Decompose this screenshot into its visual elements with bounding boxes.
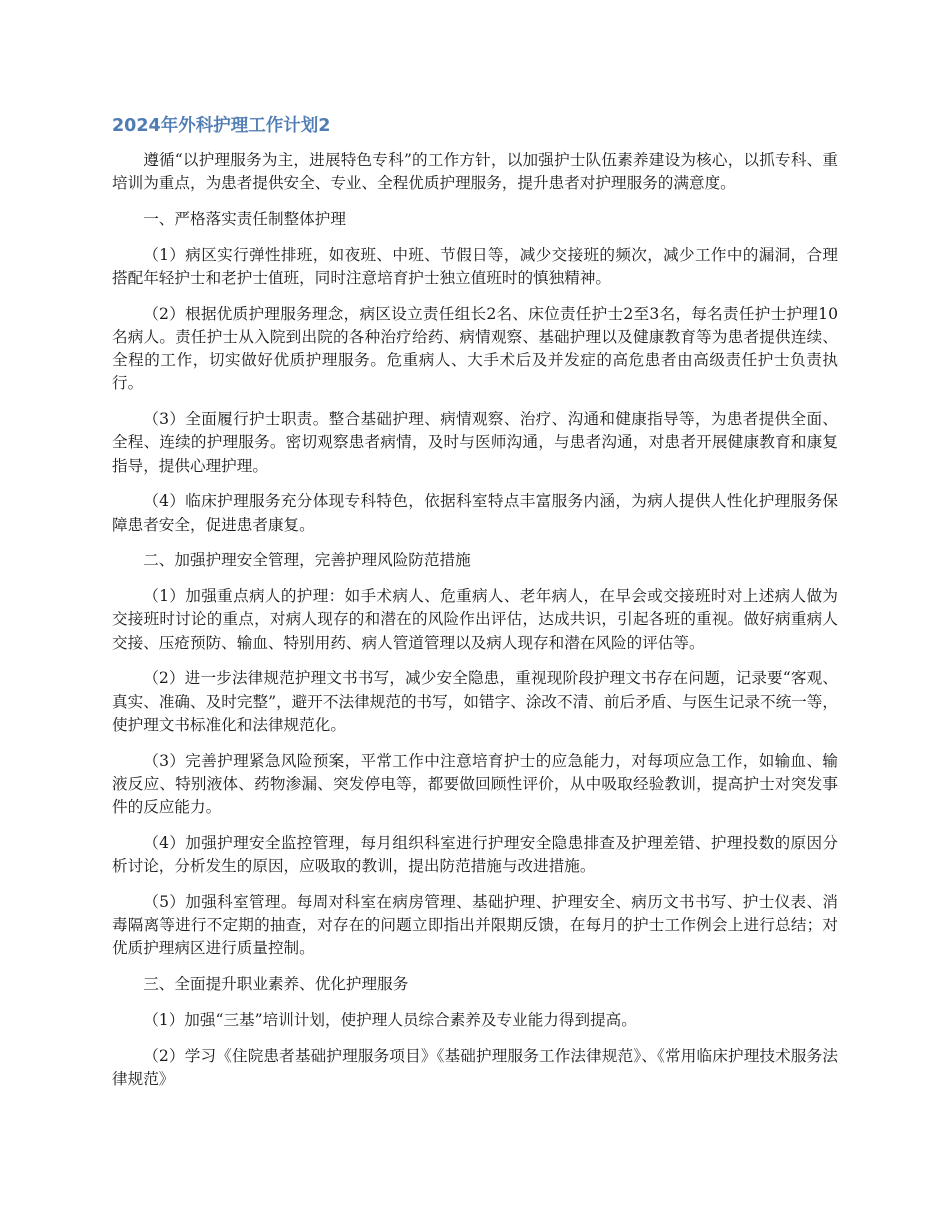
section-heading-1: 一、严格落实责任制整体护理	[143, 210, 346, 228]
section-1-item-3: （3）全面履行护士职责。整合基础护理、病情观察、治疗、沟通和健康指导等，为患者提供全面、全程、连续的护理服务。密切观察患者病情，及时与医师沟通，与患者沟通，对患者开展健康教育和康复指导，提供心理护理。	[112, 410, 838, 475]
section-2-item-5: （5）加强科室管理。每周对科室在病房管理、基础护理、护理安全、病历文书书写、护士仪表、消毒隔离等进行不定期的抽查，对存在的问题立即指出并限期反馈，在每月的护士工作例会上进行总结；对优质护理病区进行质量控制。	[112, 892, 838, 958]
section-1-item-1: （1）病区实行弹性排班，如夜班、中班、节假日等，减少交接班的频次，减少工作中的漏洞，合理搭配年轻护士和老护士值班，同时注意培育护士独立值班时的慎独精神。	[112, 245, 838, 287]
section-1-item-2: （2）根据优质护理服务理念，病区设立责任组长2名、床位责任护士2至3名，每名责任护士护理10名病人。责任护士从入院到出院的各种治疗给药、病情观察、基础护理以及健康教育等为患者提供连续、全程的工作，切实做好优质护理服务。危重病人、大手术后及并发症的高危患者由高级责任护士负责执行。	[112, 304, 838, 393]
section-heading-2: 二、加强护理安全管理，完善护理风险防范措施	[143, 551, 471, 570]
section-3-item-1: （1）加强“三基”培训计划，使护理人员综合素养及专业能力得到提高。	[143, 1010, 637, 1029]
document-body	[112, 113, 838, 1104]
section-2-item-3: （3）完善护理紧急风险预案，平常工作中注意培育护士的应急能力，对每项应急工作，如输血、输液反应、特别液体、药物渗漏、突发停电等，都要做回顾性评价，从中吸取经验教训，提高护士对突发事件的反应能力。	[112, 751, 838, 817]
section-2-item-1: （1）加强重点病人的护理：如手术病人、危重病人、老年病人，在早会或交接班时对上述病人做为交接班时讨论的重点，对病人现存的和潜在的风险作出评估，达成共识，引起各班的重视。做好病重病人交接、压疮预防、输血、特别用药、病人管道管理以及病人现存和潜在风险的评估等。	[112, 587, 838, 652]
section-2-item-2: （2）进一步法律规范护理文书书写，减少安全隐患，重视现阶段护理文书存在问题，记录要“客观、真实、准确、及时完整”，避开不法律规范的书写，如错字、涂改不清、前后矛盾、与医生记录不统一等，使护理文书标准化和法律规范化。	[112, 669, 838, 734]
intro-paragraph: 遵循“以护理服务为主，进展特色专科”的工作方针，以加强护士队伍素养建设为核心，以抓专科、重培训为重点，为患者提供安全、专业、全程优质护理服务，提升患者对护理服务的满意度。	[112, 151, 838, 193]
section-1-item-4: （4）临床护理服务充分体现专科特色，依据科室特点丰富服务内涵，为病人提供人性化护理服务保障患者安全，促进患者康复。	[112, 492, 838, 534]
document-title: 2024年外科护理工作计划2	[112, 116, 331, 136]
section-2-item-4: （4）加强护理安全监控管理，每月组织科室进行护理安全隐患排查及护理差错、护理投数的原因分析讨论，分析发生的原因，应吸取的教训，提出防范措施与改进措施。	[112, 833, 838, 876]
section-heading-3: 三、全面提升职业素养、优化护理服务	[143, 975, 409, 994]
section-3-item-2: （2）学习《住院患者基础护理服务项目》《基础护理服务工作法律规范》、《常用临床护理技术服务法律规范》	[112, 1046, 838, 1088]
